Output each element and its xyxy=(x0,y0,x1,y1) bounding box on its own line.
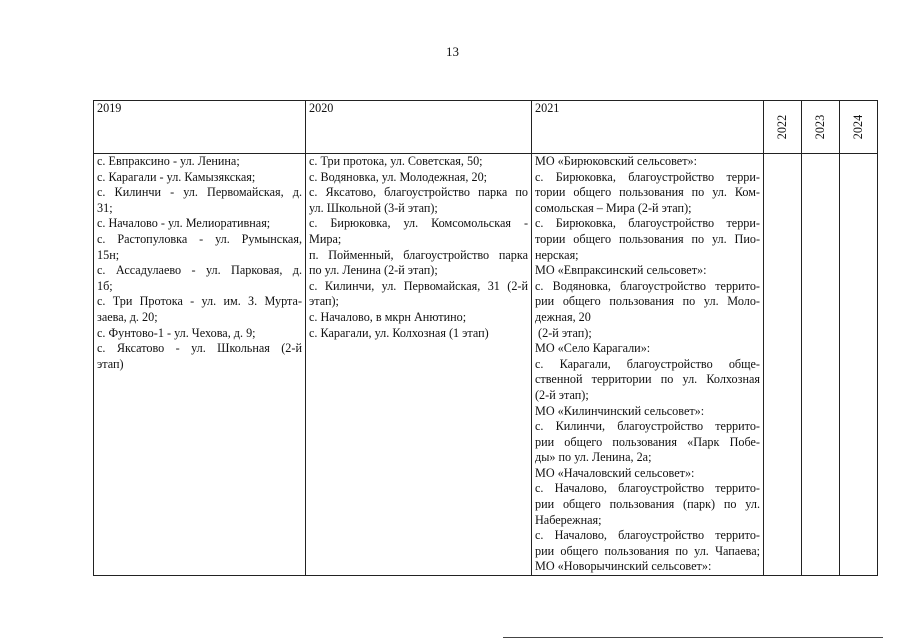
line-2021: Набережная; xyxy=(535,512,602,527)
cell-2019 xyxy=(94,154,306,576)
cell-2023 xyxy=(802,154,840,576)
line-2019: с. Яксатово - ул. Школьная (2-й xyxy=(97,341,302,356)
line-2019: с. Началово - ул. Мелиоративная; xyxy=(97,216,271,231)
line-2021: тории общего пользования по ул. Пио- xyxy=(535,231,760,246)
line-2021: рии общего пользования по ул. Моло- xyxy=(535,294,760,309)
line-2019: с. Растопуловка - ул. Румынская, xyxy=(97,231,302,246)
line-2020: с. Три протока, ул. Советская, 50; xyxy=(309,154,483,168)
line-2019: заева, д. 20; xyxy=(97,309,158,324)
bottom-rule xyxy=(503,637,883,638)
cell-2021 xyxy=(532,154,764,576)
line-2020: п. Пойменный, благоустройство парка xyxy=(309,247,528,262)
line-2021: рии общего пользования «Парк Побе- xyxy=(535,434,760,449)
line-2020: с. Карагали, ул. Колхозная (1 этап) xyxy=(309,325,489,340)
line-2021: МО «Бирюковский сельсовет»: xyxy=(535,154,698,168)
line-2020: Мира; xyxy=(309,231,342,246)
line-2020: с. Яксатово, благоустройство парка по xyxy=(309,185,528,200)
line-2019: с. Фунтово-1 - ул. Чехова, д. 9; xyxy=(97,325,256,340)
line-2019: этап) xyxy=(97,356,124,371)
cell-2022 xyxy=(764,154,802,576)
line-2021: нерская; xyxy=(535,247,579,262)
line-2021: с. Килинчи, благоустройство террито- xyxy=(535,419,760,434)
line-2020: ул. Школьной (3-й этап); xyxy=(309,200,438,215)
line-2021: тории общего пользования по ул. Ком- xyxy=(535,185,760,200)
line-2019: 31; xyxy=(97,200,113,215)
line-2020: по ул. Ленина (2-й этап); xyxy=(309,263,438,278)
line-2020: с. Килинчи, ул. Первомайская, 31 (2-й xyxy=(309,278,528,293)
header-2022 xyxy=(764,101,802,154)
line-2021: рии общего пользования по ул. Чапаева; xyxy=(535,543,760,558)
header-2024-label: 2024 xyxy=(850,114,865,140)
line-2019: с. Ассадулаево - ул. Парковая, д. xyxy=(97,263,302,278)
line-2020: с. Бирюковка, ул. Комсомольская - xyxy=(309,216,528,231)
header-2019: 2019 xyxy=(94,101,306,154)
header-2024 xyxy=(840,101,878,154)
line-2019: 1б; xyxy=(97,278,113,293)
line-2021: МО «Евпраксинский сельсовет»: xyxy=(535,263,707,278)
content-row xyxy=(94,154,878,576)
line-2021: ды» по ул. Ленина, 2а; xyxy=(535,450,652,465)
line-2021: МО «Село Карагали»: xyxy=(535,341,651,356)
header-row xyxy=(94,101,878,154)
page-number: 13 xyxy=(446,44,459,59)
header-2023-label: 2023 xyxy=(812,114,827,140)
line-2021: МО «Новорычинский сельсовет»: xyxy=(535,559,712,574)
line-2019: с. Евпраксино - ул. Ленина; xyxy=(97,154,240,168)
line-2019: с. Карагали - ул. Камызякская; xyxy=(97,169,256,184)
header-2021: 2021 xyxy=(532,101,764,154)
line-2021: (2-й этап); xyxy=(535,325,592,340)
line-2021: ственной территории по ул. Колхозная xyxy=(535,372,760,387)
line-2020: этап); xyxy=(309,294,339,309)
line-2020: с. Водяновка, ул. Молодежная, 20; xyxy=(309,169,488,184)
line-2021: дежная, 20 xyxy=(535,309,591,324)
line-2021: с. Началово, благоустройство террито- xyxy=(535,528,760,543)
line-2021: с. Бирюковка, благоустройство терри- xyxy=(535,216,760,231)
header-2023 xyxy=(802,101,840,154)
line-2021: рии общего пользования (парк) по ул. xyxy=(535,497,760,512)
line-2021: с. Карагали, благоустройство обще- xyxy=(535,356,760,371)
line-2021: с. Началово, благоустройство террито- xyxy=(535,481,760,496)
line-2021: (2-й этап); xyxy=(535,387,589,402)
line-2021: с. Бирюковка, благоустройство терри- xyxy=(535,169,760,184)
line-2019: с. Килинчи - ул. Первомайская, д. xyxy=(97,185,302,200)
cell-2020 xyxy=(306,154,532,576)
line-2019: 15н; xyxy=(97,247,120,262)
line-2020: с. Началово, в мкрн Анютино; xyxy=(309,309,467,324)
line-2021: сомольская – Мира (2-й этап); xyxy=(535,200,692,215)
line-2021: МО «Началовский сельсовет»: xyxy=(535,465,695,480)
header-2020: 2020 xyxy=(306,101,532,154)
line-2019: с. Три Протока - ул. им. З. Мурта- xyxy=(97,294,302,309)
plan-table xyxy=(93,100,878,576)
line-2021: с. Водяновка, благоустройство террито- xyxy=(535,278,760,293)
header-2022-label: 2022 xyxy=(774,114,789,140)
line-2021: МО «Килинчинский сельсовет»: xyxy=(535,403,705,418)
cell-2024 xyxy=(840,154,878,576)
